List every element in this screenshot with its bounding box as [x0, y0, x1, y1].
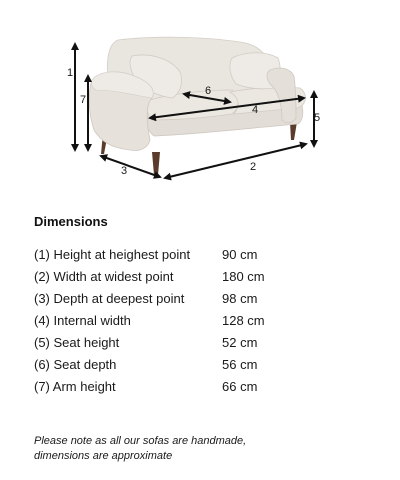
marker-3: 3	[121, 165, 128, 177]
dimension-row-arm-height	[34, 375, 374, 397]
note-line-1: Please note as all our sofas are handmade,	[34, 435, 247, 447]
dimension-label: (3) Depth at deepest point	[34, 290, 185, 306]
dimension-row-depth	[34, 287, 374, 309]
dimension-label: (4) Internal width	[34, 312, 131, 328]
dimension-value: 180 cm	[222, 268, 265, 284]
dimension-row-seat-depth	[34, 353, 374, 375]
dimension-label: (2) Width at widest point	[34, 268, 174, 284]
dimension-value: 128 cm	[222, 312, 265, 328]
depth-arrow	[101, 156, 160, 177]
dimension-value: 98 cm	[222, 290, 258, 306]
handmade-note	[34, 434, 374, 464]
marker-5: 5	[314, 112, 321, 124]
dimension-row-width	[34, 265, 374, 287]
marker-7: 7	[80, 94, 87, 106]
dimension-value: 56 cm	[222, 356, 258, 372]
dimension-label: (1) Height at heighest point	[34, 246, 191, 262]
dimension-row-height	[34, 243, 374, 265]
dimension-label: (6) Seat depth	[34, 356, 117, 372]
marker-4: 4	[252, 104, 259, 116]
dimension-label: (7) Arm height	[34, 378, 116, 394]
dimension-value: 52 cm	[222, 334, 258, 350]
dimension-row-seat-height	[34, 331, 374, 353]
dimension-value: 66 cm	[222, 378, 258, 394]
marker-1: 1	[67, 67, 74, 79]
width-arrow	[165, 144, 306, 178]
sofa-illustration	[0, 0, 400, 200]
sofa-body	[89, 37, 305, 150]
dimension-label: (5) Seat height	[34, 334, 120, 350]
sofa-dimension-diagram	[0, 0, 400, 200]
dimensions-heading: Dimensions	[34, 214, 108, 229]
dimensions-list	[34, 243, 374, 397]
marker-2: 2	[250, 161, 257, 173]
dimension-row-internal-width	[34, 309, 374, 331]
note-line-2: dimensions are approximate	[34, 450, 173, 462]
dimension-value: 90 cm	[222, 246, 258, 262]
marker-6: 6	[205, 85, 212, 97]
